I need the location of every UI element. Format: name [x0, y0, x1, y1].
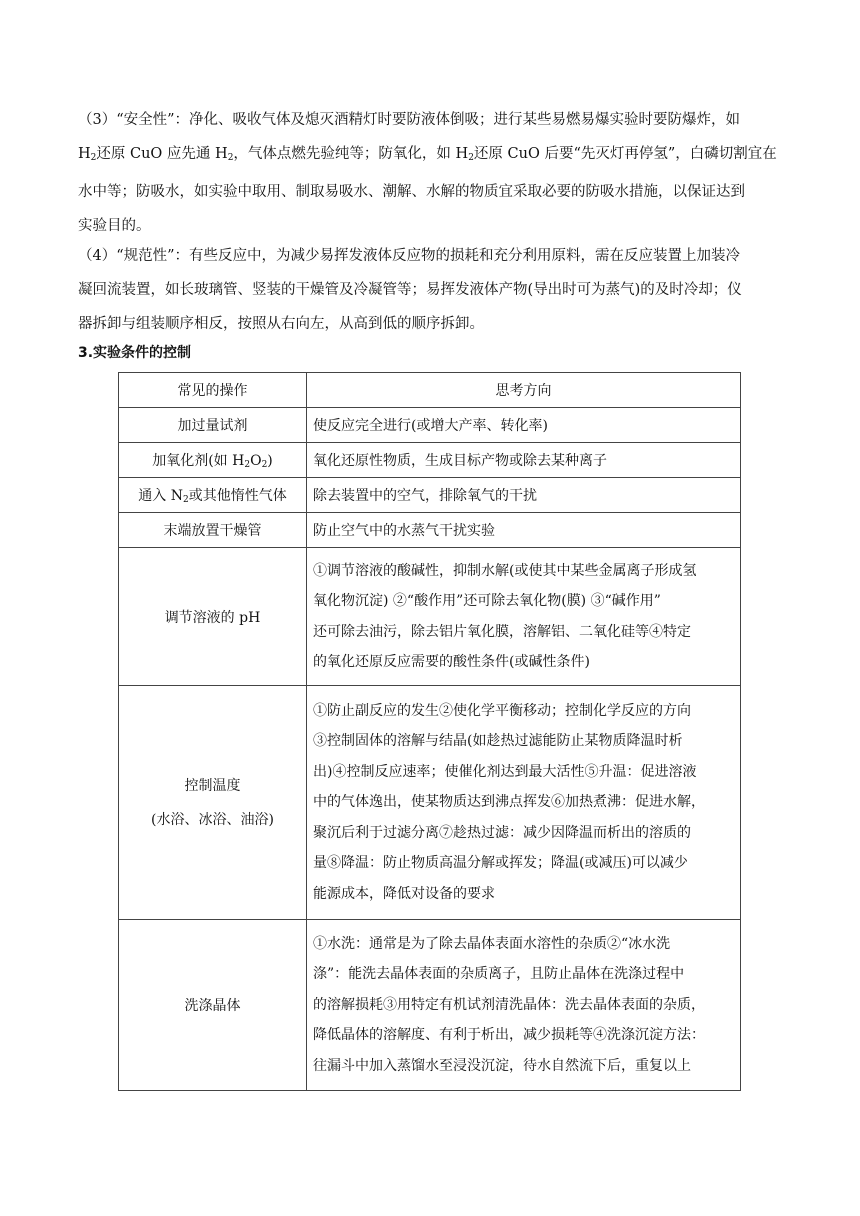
- header-operation: 常见的操作: [119, 373, 307, 408]
- paragraph-safety: [78, 103, 784, 243]
- text-line: 水中等；防吸水，如实验中取用、制取易吸水、潮解、水解的物质宜采取必要的防吸水措施，以保证达到: [78, 184, 745, 200]
- table-row: [119, 548, 741, 686]
- direction-cell: ①调节溶液的酸碱性，抑制水解(或使其中某些金属离子形成氢 氧化物沉淀) ②“酸作用”还可除去氧化物(膜) ③“碱作用” 还可除去油污，除去铝片氧化膜，溶解铝、二氧化硅等④特定 的氧化还原反应需要的酸性条件(或碱性条件): [307, 548, 741, 686]
- text-line: 实验目的。: [78, 218, 151, 234]
- table-row: [119, 478, 741, 513]
- table-row: [119, 443, 741, 478]
- direction-cell: 防止空气中的水蒸气干扰实验: [307, 513, 741, 548]
- text-line: $H_2$还原 CuO 应先通 $H_2$，气体点燃先验纯等；防氧化，如 $H_2$还原 CuO 后要“先灭灯再停氢”，白磷切割宜在: [78, 146, 777, 163]
- text-line: （3）“安全性”：净化、吸收气体及熄灭酒精灯时要防液体倒吸；进行某些易燃易爆实验时要防爆炸，如: [78, 112, 741, 128]
- direction-cell: 使反应完全进行(或增大产率、转化率): [307, 408, 741, 443]
- operation-cell: 加过量试剂: [119, 408, 307, 443]
- header-direction: 思考方向: [307, 373, 741, 408]
- text-line: 器拆卸与组装顺序相反，按照从右向左，从高到低的顺序拆卸。: [78, 316, 484, 332]
- direction-cell: 氧化还原性物质，生成目标产物或除去某种离子: [307, 443, 741, 478]
- text-line: （4）“规范性”：有些反应中，为减少易挥发液体反应物的损耗和充分利用原料，需在反应装置上加装冷: [78, 248, 741, 264]
- text-line: 凝回流装置，如长玻璃管、竖装的干燥管及冷凝管等；易挥发液体产物(导出时可为蒸气)的及时冷却；仪: [78, 282, 742, 298]
- section-heading: 3.实验条件的控制: [78, 345, 192, 361]
- operation-cell: 通入 $N_2$或其他惰性气体: [119, 478, 307, 513]
- direction-cell: ①防止副反应的发生②使化学平衡移动；控制化学反应的方向 ③控制固体的溶解与结晶(如趁热过滤能防止某物质降温时析 出)④控制反应速率；使催化剂达到最大活性⑤升温：促进溶液 中的气体逸出，使某物质达到沸点挥发⑥加热煮沸：促进水解， 聚沉后利于过滤分离⑦趁热过滤：减少因降温而析出的溶质的 量⑧降温：防止物质高温分解或挥发；降温(或减压)可以减少 能源成本，降低对设备的要求: [307, 686, 741, 920]
- operation-cell: 控制温度 (水浴、冰浴、油浴): [119, 686, 307, 920]
- operation-cell: 调节溶液的 pH: [119, 548, 307, 686]
- operation-cell: 末端放置干燥管: [119, 513, 307, 548]
- table-row: [119, 513, 741, 548]
- direction-cell: 除去装置中的空气，排除氧气的干扰: [307, 478, 741, 513]
- direction-cell: ①水洗：通常是为了除去晶体表面水溶性的杂质②“冰水洗 涤”：能洗去晶体表面的杂质离子，且防止晶体在洗涤过程中 的溶解损耗③用特定有机试剂清洗晶体：洗去晶体表面的杂质， 降低晶体的溶解度、有利于析出，减少损耗等④洗涤沉淀方法： 往漏斗中加入蒸馏水至浸没沉淀，待水自然流下后，重复以上: [307, 920, 741, 1091]
- conditions-table: [118, 372, 741, 1091]
- table-header-row: [119, 373, 741, 408]
- paragraph-standard: [78, 239, 784, 341]
- table-row: [119, 920, 741, 1091]
- operation-cell: 洗涤晶体: [119, 920, 307, 1091]
- table-row: [119, 408, 741, 443]
- operation-cell: 加氧化剂(如 $H_2O_2$): [119, 443, 307, 478]
- table-row: [119, 686, 741, 920]
